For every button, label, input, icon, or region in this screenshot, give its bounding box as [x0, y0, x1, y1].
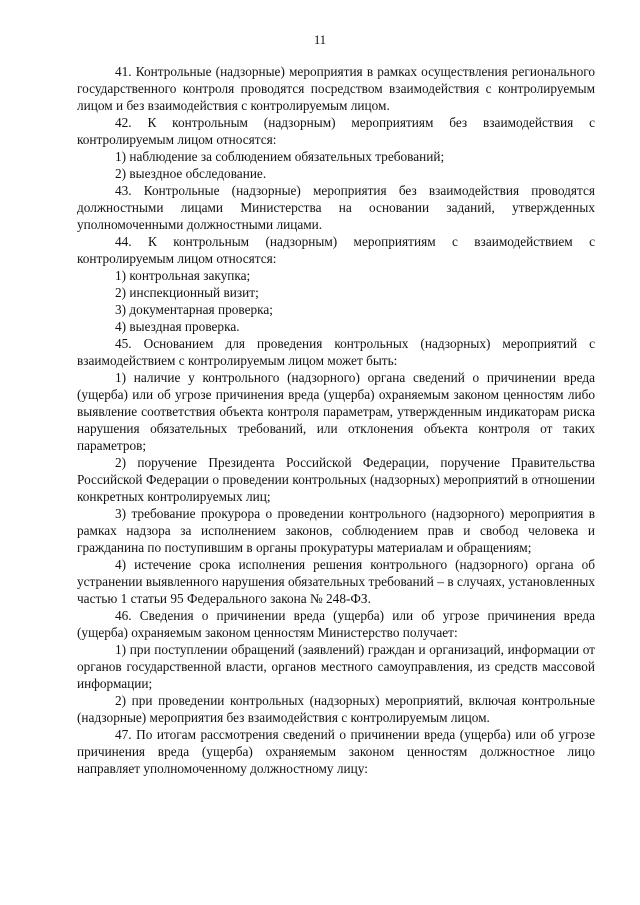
- paragraph-46: 46. Сведения о причинении вреда (ущерба) или об угрозе причинения вреда (ущерба) охраняемым законом ценностям Министерство получает:: [77, 608, 595, 640]
- paragraph-45-item-4: 4) истечение срока исполнения решения контрольного (надзорного) органа об устранении выявленного нарушения обязательных требований – в случаях, установленных частью 1 статьи 95 Федерального закона № 248-ФЗ.: [77, 557, 595, 606]
- page-number: 11: [313, 33, 327, 47]
- paragraph-45-item-1: 1) наличие у контрольного (надзорного) органа сведений о причинении вреда (ущерба) или об угрозе причинения вреда (ущерба) охраняемым законом ценностям либо выявление соответствия объекта контроля параметрам, утвержденным индикаторам риска нарушения обязательных требований, или отклонения объекта контроля от таких параметров;: [77, 370, 595, 453]
- paragraph-42: 42. К контрольным (надзорным) мероприятиям без взаимодействия с контролируемым лицом относятся:: [77, 115, 595, 147]
- document-body: [77, 63, 595, 777]
- paragraph-46-item-2: 2) при проведении контрольных (надзорных) мероприятий, включая контрольные (надзорные) мероприятия без взаимодействия с контролируемым лицом.: [77, 693, 595, 725]
- paragraph-47: 47. По итогам рассмотрения сведений о причинении вреда (ущерба) или об угрозе причинения вреда (ущерба) охраняемым законом ценностям должностное лицо направляет уполномоченному должностному лицу:: [77, 727, 595, 776]
- paragraph-46-item-1: 1) при поступлении обращений (заявлений) граждан и организаций, информации от органов государственной власти, органов местного самоуправления, из средств массовой информации;: [77, 642, 595, 691]
- paragraph-44-item-2: 2) инспекционный визит;: [115, 285, 259, 300]
- paragraph-44-item-3: 3) документарная проверка;: [115, 302, 273, 317]
- paragraph-42-item-1: 1) наблюдение за соблюдением обязательных требований;: [115, 149, 445, 164]
- paragraph-45: 45. Основанием для проведения контрольных (надзорных) мероприятий с взаимодействием с контролируемым лицом может быть:: [77, 336, 595, 368]
- paragraph-44: 44. К контрольным (надзорным) мероприятиям с взаимодействием с контролируемым лицом относятся:: [77, 234, 595, 266]
- paragraph-45-item-2: 2) поручение Президента Российской Федерации, поручение Правительства Российской Федерации о проведении контрольных (надзорных) мероприятий в отношении конкретных контролируемых лиц;: [77, 455, 595, 504]
- paragraph-44-item-1: 1) контрольная закупка;: [115, 268, 251, 283]
- paragraph-42-item-2: 2) выездное обследование.: [115, 166, 267, 181]
- paragraph-44-item-4: 4) выездная проверка.: [115, 319, 240, 334]
- paragraph-43: 43. Контрольные (надзорные) мероприятия без взаимодействия проводятся должностными лицами Министерства на основании заданий, утвержденных уполномоченными должностными лицами.: [77, 183, 595, 232]
- paragraph-45-item-3: 3) требование прокурора о проведении контрольного (надзорного) мероприятия в рамках надзора за исполнением законов, соблюдением прав и свобод человека и гражданина по поступившим в органы прокуратуры материалам и обращениям;: [77, 506, 595, 555]
- paragraph-41: 41. Контрольные (надзорные) мероприятия в рамках осуществления регионального государственного контроля проводятся посредством взаимодействия с контролируемым лицом и без взаимодействия с контролируемым лицом.: [77, 64, 595, 113]
